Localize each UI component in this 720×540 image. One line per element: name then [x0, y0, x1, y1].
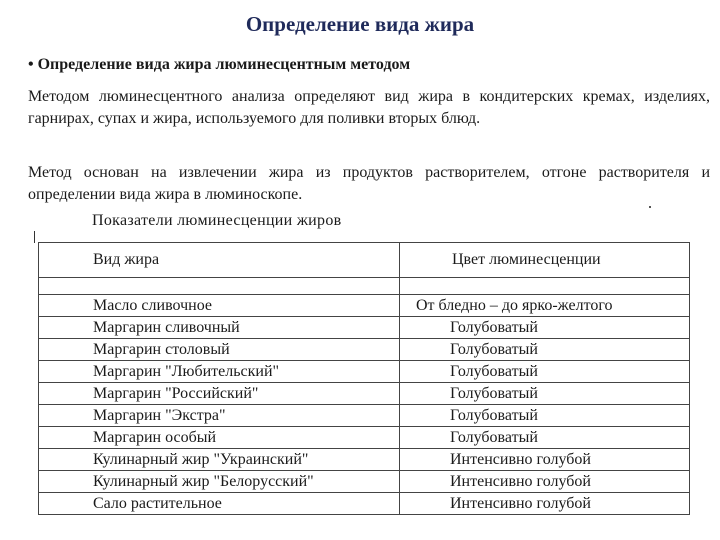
fat-type-cell: Кулинарный жир "Украинский" — [39, 449, 400, 471]
table-row — [39, 405, 690, 427]
table-row — [39, 361, 690, 383]
table-row — [39, 295, 690, 317]
luminescence-color-cell: От бледно – до ярко-желтого — [400, 295, 690, 317]
fat-type-cell: Маргарин "Экстра" — [39, 405, 400, 427]
table-row — [39, 339, 690, 361]
luminescence-color-cell: Голубоватый — [400, 383, 690, 405]
table-row — [39, 471, 690, 493]
header-luminescence-color: Цвет люминесценции — [400, 243, 690, 278]
table-row — [39, 493, 690, 515]
table-row — [39, 317, 690, 339]
luminescence-color-cell: Голубоватый — [400, 339, 690, 361]
luminescence-color-cell: Голубоватый — [400, 405, 690, 427]
luminescence-color-cell: Голубоватый — [400, 427, 690, 449]
section-subheading: • Определение вида жира люминесцентным методом — [28, 56, 411, 73]
fat-type-cell: Кулинарный жир "Белорусский" — [39, 471, 400, 493]
fat-type-cell: Маргарин "Любительский" — [39, 361, 400, 383]
paragraph-method-basis: Метод основан на извлечении жира из продуктов растворителем, отгоне растворителя и определении вида жира в люминоскопе. — [28, 164, 710, 203]
fat-type-cell: Масло сливочное — [39, 295, 400, 317]
page-title: Определение вида жира — [245, 12, 475, 36]
table-row — [39, 427, 690, 449]
scan-dot — [649, 206, 651, 208]
paragraph-method-description: Методом люминесцентного анализа определяют вид жира в кондитерских кремах, изделиях, гарнирах, супах и жира, используемого для поливки вторых блюд. — [28, 88, 710, 127]
fat-type-cell: Маргарин сливочный — [39, 317, 400, 339]
luminescence-color-cell: Голубоватый — [400, 317, 690, 339]
luminescence-color-cell: Интенсивно голубой — [400, 471, 690, 493]
table-caption: Показатели люминесценции жиров — [92, 212, 342, 229]
table-spacer-row — [39, 278, 690, 295]
table-header-row — [39, 243, 690, 278]
luminescence-color-cell: Голубоватый — [400, 361, 690, 383]
header-fat-type: Вид жира — [39, 243, 400, 278]
fat-type-cell: Маргарин "Российский" — [39, 383, 400, 405]
luminescence-table — [38, 242, 690, 515]
fat-type-cell: Сало растительное — [39, 493, 400, 515]
scan-mark — [34, 231, 35, 243]
fat-type-cell: Маргарин особый — [39, 427, 400, 449]
table-row — [39, 449, 690, 471]
table-row — [39, 383, 690, 405]
fat-type-cell: Маргарин столовый — [39, 339, 400, 361]
luminescence-color-cell: Интенсивно голубой — [400, 493, 690, 515]
luminescence-color-cell: Интенсивно голубой — [400, 449, 690, 471]
